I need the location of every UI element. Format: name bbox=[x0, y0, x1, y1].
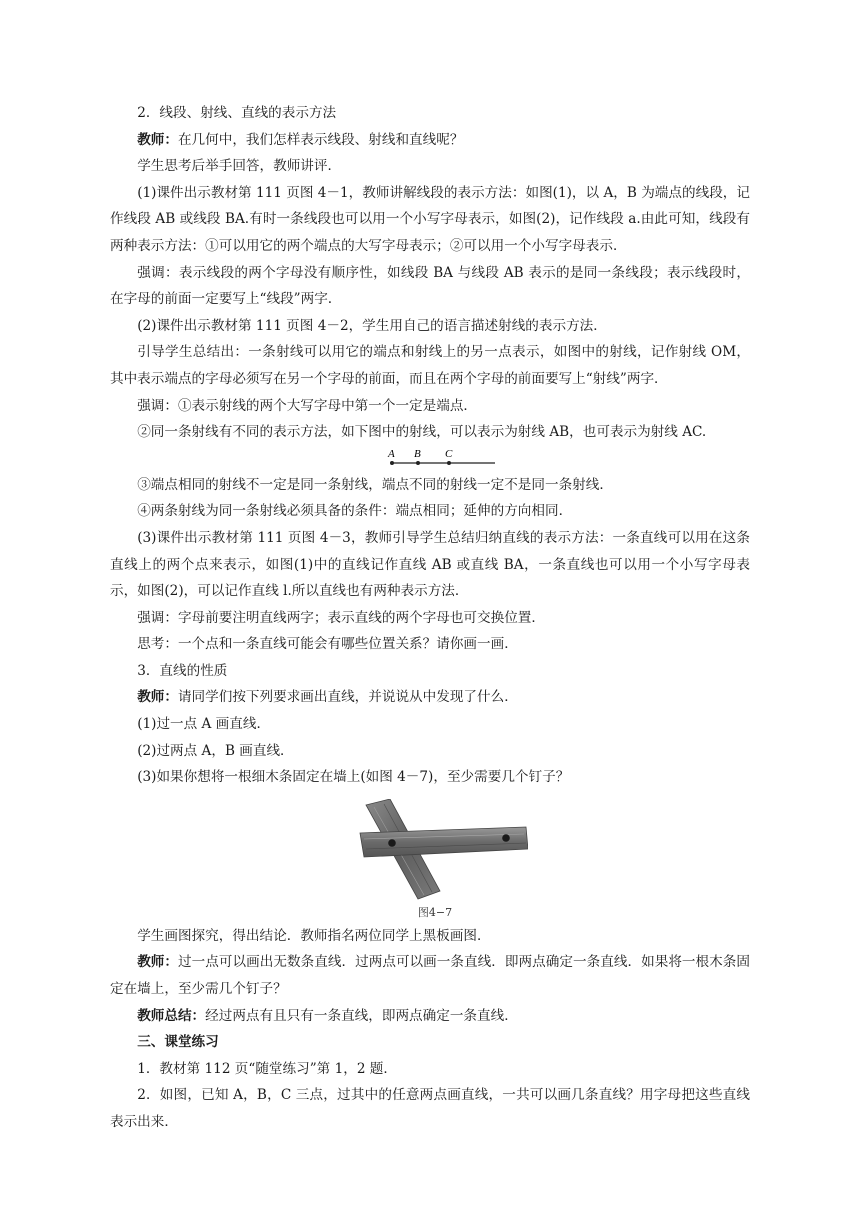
figure-caption: 图4−7 bbox=[417, 905, 453, 919]
paragraph-think: 思考：一个点和一条直线可能会有哪些位置关系？请你画一画． bbox=[137, 636, 518, 653]
paragraph-emphasis-ray-4: ④两条射线为同一条射线必须具备的条件：端点相同；延伸的方向相同． bbox=[137, 503, 573, 520]
ray-point-b bbox=[416, 461, 420, 465]
teacher-summary bbox=[110, 1003, 750, 1030]
nail-icon bbox=[502, 834, 510, 842]
paragraph-emphasis-ray-3: ③端点相同的射线不一定是同一条射线，端点不同的射线一定不是同一条射线． bbox=[137, 476, 613, 493]
paragraph-emphasis-ray-1: 强调：①表示射线的两个大写字母中第一个一定是端点． bbox=[137, 397, 478, 414]
speaker-text: 经过两点有且只有一条直线，即两点确定一条直线． bbox=[205, 1007, 518, 1024]
section-heading-properties: 3．直线的性质 bbox=[137, 662, 228, 679]
wood-strip-illustration bbox=[356, 799, 528, 903]
section-heading-practice: 三、课堂练习 bbox=[137, 1034, 219, 1051]
speaker-label: 教师： bbox=[137, 689, 178, 706]
section-heading-representation: 2．线段、射线、直线的表示方法 bbox=[137, 105, 337, 121]
paragraph: 学生思考后举手回答，教师讲评． bbox=[137, 158, 342, 175]
paragraph-ray-intro: (2)课件出示教材第 111 页图 4－2，学生用自己的语言描述射线的表示方法． bbox=[137, 317, 607, 334]
teacher-explanation bbox=[110, 949, 750, 1002]
paragraph-emphasis-line: 强调：字母前要注明直线两字；表示直线的两个字母也可交换位置． bbox=[137, 609, 545, 626]
practice-item-2: 2．如图，已知 A，B，C 三点，过其中的任意两点画直线，一共可以画几条直线？用字母把这些直线表示出来． bbox=[110, 1087, 750, 1130]
nail-icon bbox=[388, 839, 396, 847]
paragraph-student-explore: 学生画图探究，得出结论．教师指名两位同学上黑板画图． bbox=[137, 927, 491, 944]
task-item-1: (1)过一点 A 画直线． bbox=[137, 716, 271, 733]
speaker-text: 在几何中，我们怎样表示线段、射线和直线呢？ bbox=[177, 131, 464, 148]
paragraph-segment-notation: (1)课件出示教材第 111 页图 4－1，教师讲解线段的表示方法：如图(1)，以 A，B 为端点的线段，记作线段 AB 或线段 BA.有时一条线段也可以用一个小写字母表示，如图(2)，记作线段 a.由此可知，线段有两种表示方法：①可以用它的两个端点的大写字母表示；②可以用一个小写字母表示． bbox=[110, 184, 750, 254]
ray-label-a: A bbox=[388, 447, 395, 460]
teacher-question bbox=[110, 127, 750, 154]
ray-figure bbox=[110, 446, 750, 472]
paragraph-line-notation: (3)课件出示教材第 111 页图 4－3，教师引导学生总结归纳直线的表示方法：一条直线可以用在这条直线上的两个点来表示，如图(1)中的直线记作直线 AB 或直线 BA，一条直线也可以用一个小写字母表示，如图(2)，可以记作直线 l.所以直线也有两种表示方法． bbox=[110, 529, 750, 600]
paragraph-ray-summary: 引导学生总结出：一条射线可以用它的端点和射线上的另一点表示，如图中的射线，记作射线 OM，其中表示端点的字母必须写在另一个字母的前面，而且在两个字母的前面要写上“射线”两字． bbox=[110, 344, 750, 387]
speaker-text: 请同学们按下列要求画出直线，并说说从中发现了什么． bbox=[177, 689, 518, 706]
ray-diagram bbox=[385, 446, 505, 472]
wood-strip-figure bbox=[110, 791, 750, 903]
teacher-instruction bbox=[110, 684, 750, 711]
speaker-label: 教师： bbox=[137, 131, 178, 148]
speaker-label: 教师： bbox=[137, 954, 179, 971]
paragraph-emphasis-segment: 强调：表示线段的两个字母没有顺序性，如线段 BA 与线段 AB 表示的是同一条线段；表示线段时，在字母的前面一定要写上“线段”两字. bbox=[110, 264, 750, 308]
ray-point-c bbox=[447, 461, 451, 465]
speaker-label: 教师总结： bbox=[137, 1007, 206, 1024]
speaker-text: 过一点可以画出无数条直线．过两点可以画一条直线．即两点确定一条直线．如果将一根木条固定在墙上，至少需几个钉子？ bbox=[110, 954, 751, 998]
ray-point-a bbox=[390, 461, 394, 465]
practice-item-1: 1．教材第 112 页“随堂练习”第 1，2 题． bbox=[137, 1060, 397, 1077]
ray-label-c: C bbox=[445, 447, 453, 460]
ray-label-b: B bbox=[414, 447, 421, 460]
task-item-3: (3)如果你想将一根细木条固定在墙上(如图 4－7)，至少需要几个钉子？ bbox=[137, 769, 570, 786]
task-item-2: (2)过两点 A，B 画直线． bbox=[137, 742, 294, 759]
paragraph-emphasis-ray-2: ②同一条射线有不同的表示方法，如下图中的射线，可以表示为射线 AB，也可表示为射线 AC. bbox=[137, 424, 707, 441]
document-page bbox=[110, 100, 750, 1136]
